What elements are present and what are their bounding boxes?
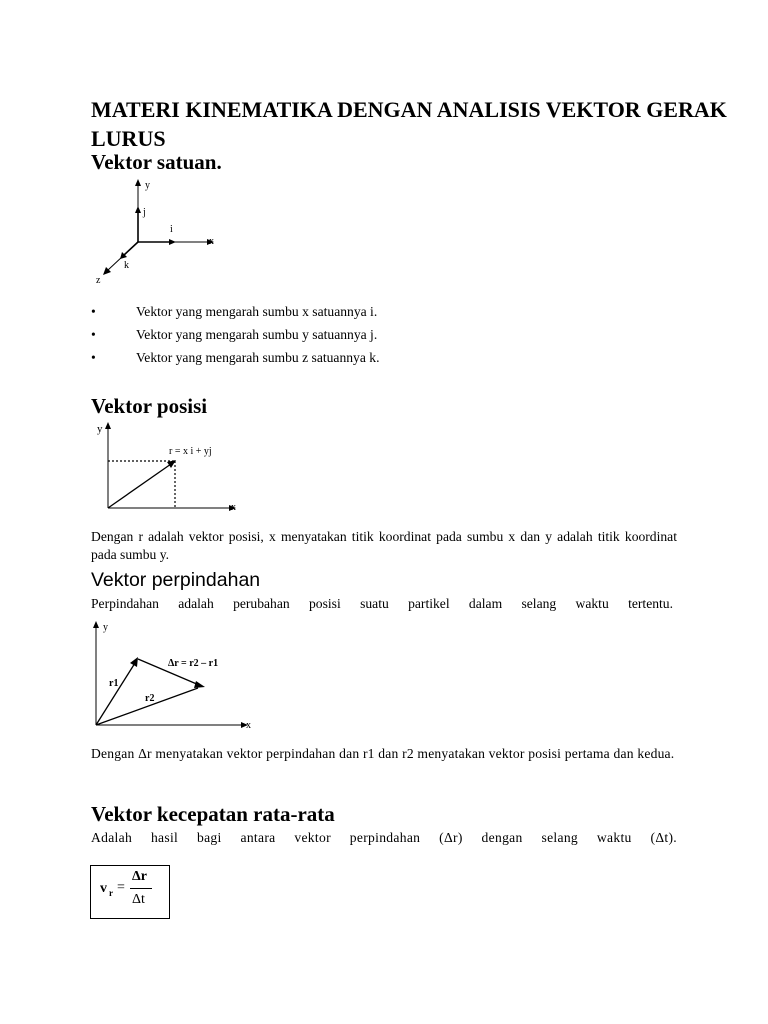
y-axis-label: y — [97, 423, 103, 435]
formula-equals: = — [117, 880, 125, 895]
i-vector-arrowhead — [169, 239, 176, 245]
heading-vektor-posisi: Vektor posisi — [91, 394, 208, 418]
y-axis-arrowhead — [105, 422, 111, 429]
velocity-formula-box — [90, 865, 170, 919]
fraction-bar — [130, 888, 152, 889]
j-label: j — [143, 207, 146, 218]
displacement-description: Dengan Δr menyatakan vektor perpindahan dan r1 dan r2 menyatakan vektor posisi pertama dan kedua. — [91, 746, 675, 761]
heading-vektor-satuan: Vektor satuan. — [91, 150, 222, 174]
y-axis-arrowhead — [135, 179, 141, 186]
r2-label: r2 — [145, 693, 155, 704]
formula-lhs: v — [100, 881, 107, 896]
bullet-icon: • — [91, 350, 96, 365]
position-vector-diagram — [90, 418, 250, 518]
formula-subscript: r — [109, 888, 113, 898]
displacement-diagram — [88, 617, 260, 732]
list-item — [91, 323, 691, 346]
r1-vector-line — [96, 663, 135, 725]
y-axis-label: y — [145, 180, 150, 191]
x-axis-label: x — [246, 720, 251, 731]
list-item — [91, 346, 691, 369]
x-axis-label: x — [209, 236, 214, 247]
position-equation: r = x i + yj — [169, 446, 212, 457]
velocity-intro: Adalah hasil bagi antara vektor perpindahan (Δr) dengan selang waktu (Δt). — [91, 830, 677, 845]
position-description: Dengan r adalah vektor posisi, x menyatakan titik koordinat pada sumbu x dan y adalah titik koordinat pada sumbu y. — [91, 529, 677, 562]
k-label: k — [124, 260, 129, 271]
z-axis-label: z — [96, 275, 101, 286]
unit-vector-diagram — [90, 175, 230, 290]
heading-vektor-perpindahan: Vektor perpindahan — [91, 569, 261, 591]
delta-r-vector-arrowhead — [194, 681, 205, 688]
formula-numerator: Δr — [132, 869, 147, 884]
bullet-icon: • — [91, 327, 96, 342]
displacement-equation: Δr = r2 – r1 — [168, 658, 219, 669]
unit-vector-list — [91, 300, 691, 369]
position-vector-line — [108, 464, 171, 508]
y-axis-arrowhead — [93, 621, 99, 628]
y-axis-label: y — [103, 622, 108, 633]
x-axis-label: x — [231, 502, 236, 513]
k-vector-line — [124, 242, 138, 255]
list-item — [91, 300, 691, 323]
displacement-intro: Perpindahan adalah perubahan posisi suatu partikel dalam selang waktu tertentu. — [91, 596, 673, 611]
formula-denominator: Δt — [132, 892, 145, 907]
r1-label: r1 — [109, 678, 119, 689]
list-item-text: Vektor yang mengarah sumbu z satuannya k. — [136, 350, 380, 365]
list-item-text: Vektor yang mengarah sumbu y satuannya j. — [136, 327, 378, 342]
heading-vektor-kecepatan: Vektor kecepatan rata-rata — [91, 802, 335, 826]
bullet-icon: • — [91, 304, 96, 319]
page-title: MATERI KINEMATIKA DENGAN ANALISIS VEKTOR GERAK LURUS — [91, 97, 727, 151]
list-item-text: Vektor yang mengarah sumbu x satuannya i. — [136, 304, 378, 319]
i-label: i — [170, 224, 173, 235]
j-vector-arrowhead — [135, 206, 141, 213]
